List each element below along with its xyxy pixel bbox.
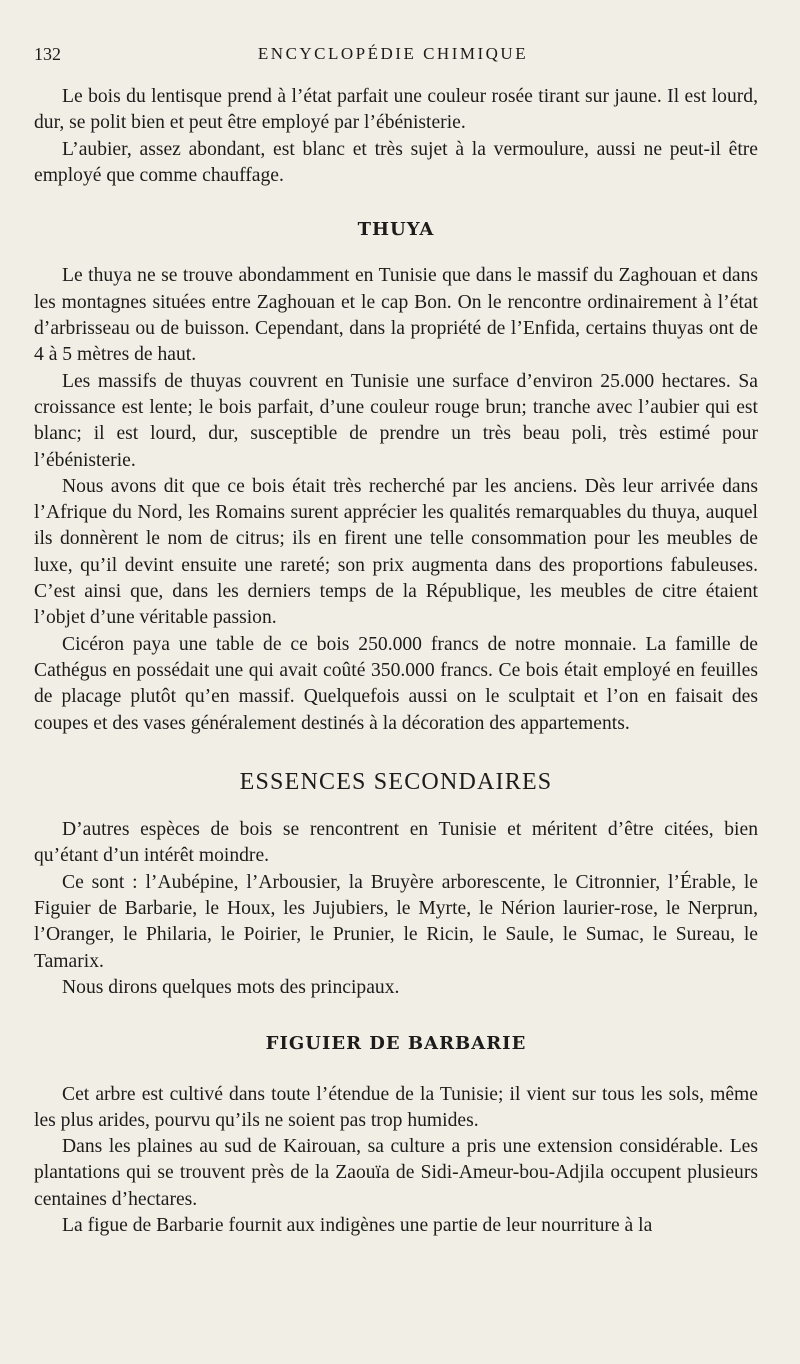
page-number: 132 [34, 44, 61, 64]
paragraph: L’aubier, assez abondant, est blanc et très sujet à la vermoulure, aussi ne peut-il être employé que comme chauffage. [34, 138, 758, 186]
paragraph: Dans les plaines au sud de Kairouan, sa culture a pris une extension considérable. Les plantations qui se trouvent près de la Zaouïa de Sidi-Ameur-bou-Adjila occupent plusieurs centaines d’hectares. [34, 1136, 758, 1210]
section-heading-essences-secondaires: ESSENCES SECONDAIRES [239, 768, 553, 795]
paragraph: D’autres espèces de bois se rencontrent en Tunisie et méritent d’être citées, bien qu’étant d’un intérêt moindre. [34, 819, 758, 867]
page-body [34, 84, 758, 1239]
paragraph: Nous dirons quelques mots des principaux. [62, 976, 400, 998]
paragraph: Cet arbre est cultivé dans toute l’étendue de la Tunisie; il vient sur tous les sols, même les plus arides, pourvu qu’ils ne soient pas trop humides. [34, 1083, 758, 1131]
section-heading-thuya: THUYA [357, 219, 435, 241]
paragraph: Le thuya ne se trouve abondamment en Tunisie que dans le massif du Zaghouan et dans les montagnes situées entre Zaghouan et le cap Bon. On le rencontre ordinairement à l’état d’arbrisseau ou de buisson. Cependant, dans la propriété de l’Enfida, certains thuyas ont de 4 à 5 mètres de haut. [34, 265, 758, 366]
running-title: ENCYCLOPÉDIE CHIMIQUE [257, 44, 529, 63]
section-heading-figuier-de-barbarie: FIGUIER DE BARBARIE [265, 1033, 527, 1055]
paragraph: Les massifs de thuyas couvrent en Tunisie une surface d’environ 25.000 hectares. Sa croissance est lente; le bois parfait, d’une couleur rouge brun; tranche avec l’aubier qui est blanc; il est lourd, dur, susceptible de prendre un très beau poli, très estimé pour l’ébénisterie. [34, 370, 758, 471]
paragraph: Ce sont : l’Aubépine, l’Arbousier, la Bruyère arborescente, le Citronnier, l’Érable, le Figuier de Barbarie, le Houx, les Jujubiers, le Myrte, le Nérion laurier-rose, le Nerprun, l’Oranger, le Philaria, le Poirier, le Prunier, le Ricin, le Saule, le Sumac, le Sureau, le Tamarix. [34, 871, 758, 972]
paragraph: La figue de Barbarie fournit aux indigènes une partie de leur nourriture à la [62, 1214, 653, 1236]
paragraph: Cicéron paya une table de ce bois 250.000 francs de notre monnaie. La famille de Cathégus en possédait une qui avait coûté 350.000 francs. Ce bois était employé en feuilles de placage plutôt qu’en massif. Quelquefois aussi on le sculptait et l’on en faisait des coupes et des vases généralement destinés à la décoration des appartements. [34, 633, 758, 734]
paragraph: Le bois du lentisque prend à l’état parfait une couleur rosée tirant sur jaune. Il est lourd, dur, se polit bien et peut être employé par l’ébénisterie. [34, 86, 758, 134]
paragraph: Nous avons dit que ce bois était très recherché par les anciens. Dès leur arrivée dans l’Afrique du Nord, les Romains surent apprécier les qualités remarquables du thuya, auquel ils donnèrent le nom de citrus; ils en firent une telle consommation pour les meubles de luxe, qu’il devint ensuite une rareté; son prix augmenta dans des proportions fabuleuses. C’est ainsi que, dans les derniers temps de la République, les meubles de citre étaient l’objet d’une véritable passion. [34, 475, 758, 629]
running-header [34, 44, 752, 72]
